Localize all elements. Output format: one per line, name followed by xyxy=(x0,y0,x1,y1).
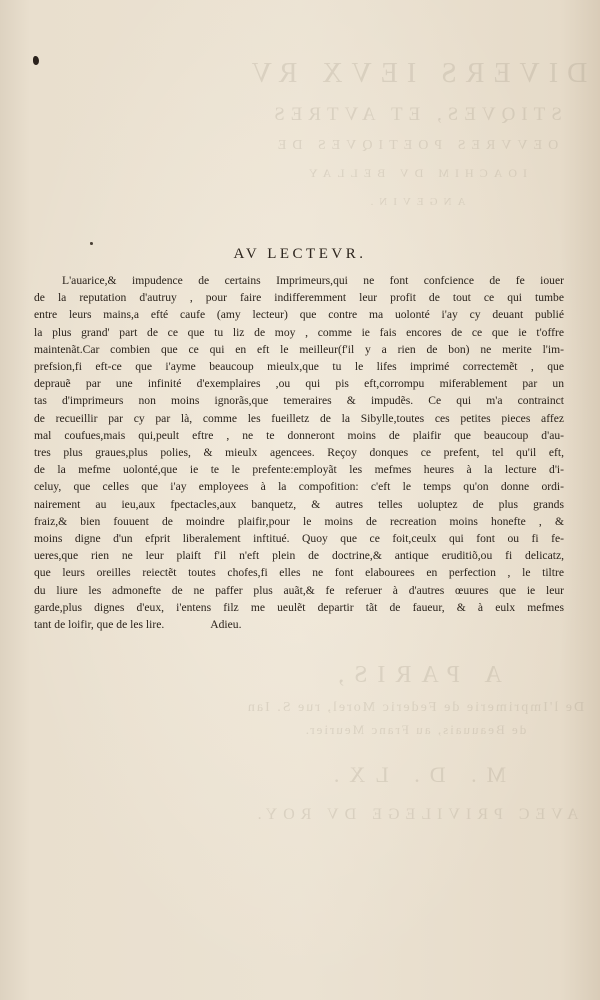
text-line: de la mefme uolonté,que ie te le prefente:employãt les mefmes heures à la lecture d'i- xyxy=(34,463,564,477)
text-line: tres plus graues,plus polies, & mieulx agencees. Reçoy donques ce prefent, tel qu'il eft, xyxy=(34,446,564,460)
text-line: nairement au ieu,aux fpectacles,aux banquetz, & autres telles uoluptez de plus grands xyxy=(34,497,564,511)
text-line: moins digne d'un efprit liberalement inftitué. Quoy que ce foit,ceulx qui font ou fi fe- xyxy=(34,532,564,546)
text-line: celuy, que celles que i'ay employees à la compofition: c'eft le temps qu'on donne ordi- xyxy=(34,480,564,494)
text-line: de la reputation d'autruy , pour faire indifferemment leur profit de tout ce qui tumbe xyxy=(34,291,564,305)
text-line: fraiz,& bien fouuent de moindre plaifir,pour le moins de recreation moins honefte , & xyxy=(34,514,564,528)
text-line: ueres,que rien ne leur plaift f'il n'eft plein de doctrine,& antique eruditiõ,ou fi delicatz, xyxy=(34,549,564,563)
closing-word: Adieu. xyxy=(210,618,242,632)
text-line: prefsion,fi eft-ce que i'ayme beaucoup mieulx,que tu le lifes imprimé correctemẽt , que xyxy=(34,360,564,374)
text-line: garde,plus dignes d'eux, i'entens filz me ueulẽt departir tãt de faueur, & à eulx mefmes xyxy=(34,600,564,614)
preface-text xyxy=(34,272,564,633)
text-line: la plus grand' part de ce que tu liz de moy , comme ie fais encores de ce que ie t'offre xyxy=(34,325,564,339)
text-line-final xyxy=(34,616,564,633)
text-line: tas d'imprimeurs non moins ignorãs,que temeraires & impudẽs. Ce qui m'a contrainct xyxy=(34,394,564,408)
page-heading: AV LECTEVR. xyxy=(233,246,367,262)
text-line: de recueillir par cy par là, comme les fueilletz de la Sibylle,toutes ces petites pieces affez xyxy=(34,411,564,425)
show-through-ghost-text: DIVERS IEVX RV STIQVES, ET AVTRES OEVVRES POETIQVES DE IOACHIM DV BELLAY ANGEVIN. A PARIS, De l'Imprimerie de Federic Morel, rue S. Ian de Beauuais, au Franc Meurier. M. D. LX. AVEC PRIVILEGE DV ROY. xyxy=(242,58,588,823)
text-line: maintenãt.Car combien que ce qui en eft le meilleur(f'il y a rien de bon) ne merite l'im- xyxy=(34,342,564,356)
text-line: mal coufues,mais qui,peult eftre , ne te donneront moins de plaifir que beaucoup d'au- xyxy=(34,428,564,442)
text-line: que leurs oreilles reiectẽt toutes chofes,fi elles ne font elabourees en perfection , le tiltre xyxy=(34,566,564,580)
text-line: du liure les admonefte de ne paffer plus auãt,& fe referuer à d'autres œuures que ie leur xyxy=(34,583,564,597)
text-line: L'auarice,& impudence de certains Imprimeurs,qui ne font confcience de fe iouer xyxy=(62,274,564,287)
ink-blot xyxy=(33,56,39,65)
final-sentence: tant de loifir, que de les lire. xyxy=(34,618,165,632)
text-line: deprauẽ par une infinité d'exemplaires ,ou qui pis eft,corrompu miferablement par un xyxy=(34,377,564,391)
ink-speck xyxy=(90,242,93,245)
text-line: entre leurs mains,a efté caufe (amy lecteur) que contre ma uolonté i'ay cy deuant publié xyxy=(34,308,564,322)
